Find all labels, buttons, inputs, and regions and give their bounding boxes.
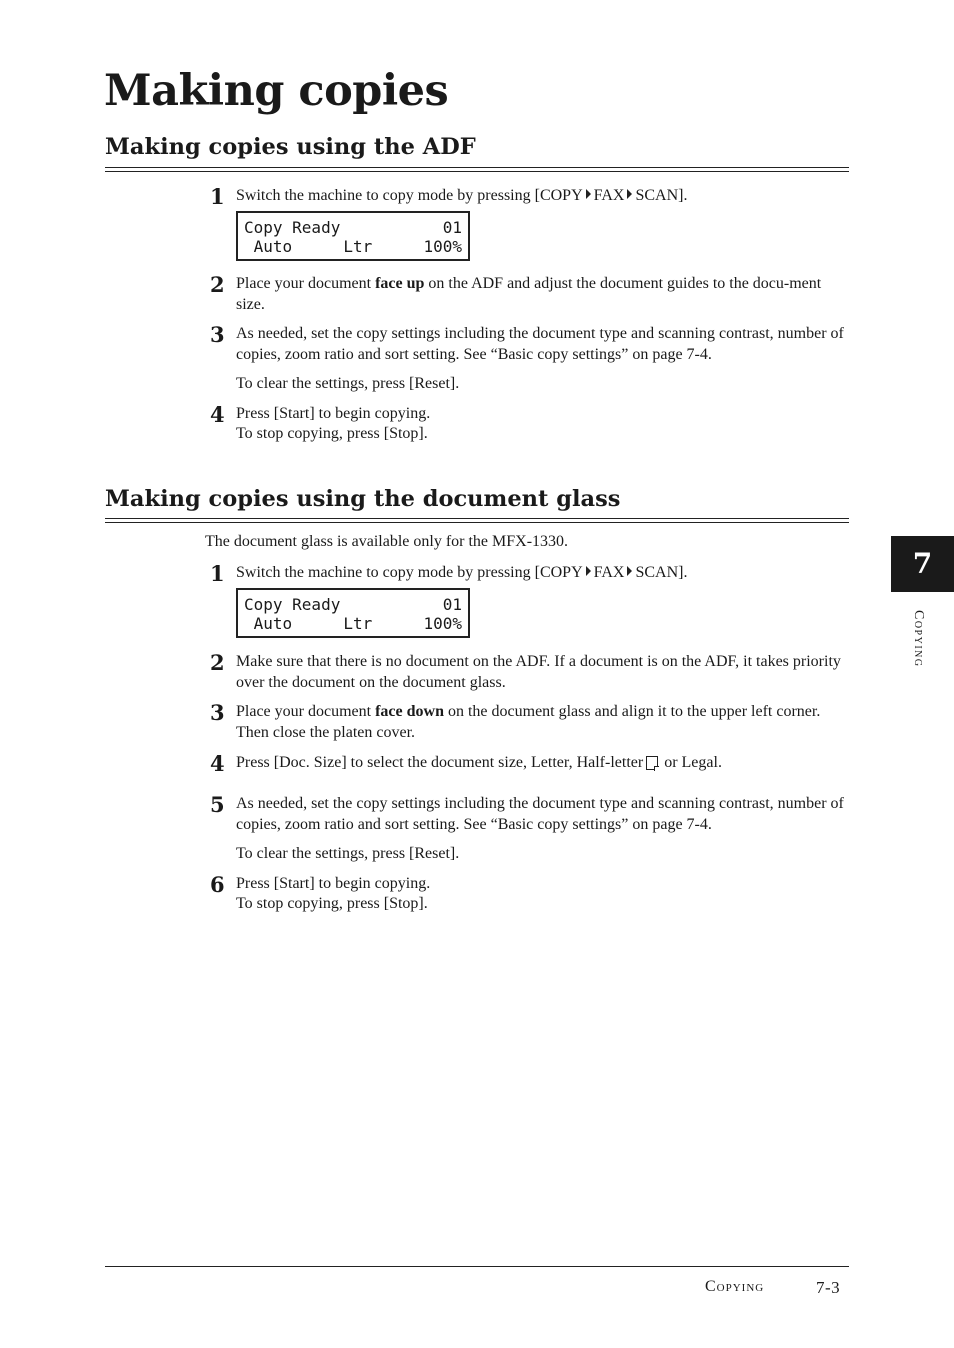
page-title: Making copies bbox=[104, 66, 449, 116]
page-number: 7-3 bbox=[816, 1278, 841, 1297]
step-number: 5 bbox=[210, 792, 225, 817]
triangle-right-icon bbox=[627, 189, 632, 199]
step-note: To clear the settings, press [Reset]. bbox=[236, 845, 460, 862]
triangle-right-icon bbox=[586, 566, 591, 576]
step-text: Press [Start] to begin copying. bbox=[236, 875, 431, 892]
step-number: 1 bbox=[210, 561, 225, 586]
step-text: Place your document face down on the document glass and align it to the upper left corner. Then close the platen cover. bbox=[236, 703, 821, 741]
step-number: 2 bbox=[210, 272, 225, 297]
step-number: 3 bbox=[210, 700, 225, 725]
step-text: To stop copying, press [Stop]. bbox=[236, 425, 428, 442]
footer-rule bbox=[105, 1266, 849, 1267]
step-text: Switch the machine to copy mode by pressing [COPY FAX SCAN]. bbox=[236, 564, 688, 581]
chapter-side-label: Copying bbox=[911, 610, 926, 668]
step-number: 2 bbox=[210, 650, 225, 675]
step-text: Switch the machine to copy mode by pressing [COPY FAX SCAN]. bbox=[236, 187, 688, 204]
step-number: 4 bbox=[210, 402, 225, 427]
section-heading-adf: Making copies using the ADF bbox=[105, 134, 476, 160]
step-text: As needed, set the copy settings including the document type and scanning contrast, number of copies, zoom ratio and sort setting. See “Basic copy settings” on page 7-4. bbox=[236, 325, 844, 363]
step-text: Press [Doc. Size] to select the document size, Letter, Half-letter or Legal. bbox=[236, 754, 722, 771]
section-heading-document-glass: Making copies using the document glass bbox=[105, 486, 621, 512]
step-text: To stop copying, press [Stop]. bbox=[236, 895, 428, 912]
triangle-right-icon bbox=[586, 189, 591, 199]
step-number: 1 bbox=[210, 184, 225, 209]
chapter-tab: 7 bbox=[891, 536, 954, 592]
step-text: Make sure that there is no document on the ADF. If a document is on the ADF, it takes priority over the document on the document glass. bbox=[236, 653, 841, 691]
step-number: 3 bbox=[210, 322, 225, 347]
step-text: As needed, set the copy settings including the document type and scanning contrast, number of copies, zoom ratio and sort setting. See “Basic copy settings” on page 7-4. bbox=[236, 795, 844, 833]
lcd-display: Copy Ready 01 Auto Ltr 100% bbox=[236, 211, 470, 261]
section-rule bbox=[105, 171, 849, 172]
section-rule bbox=[105, 522, 849, 523]
half-letter-document-icon bbox=[646, 756, 658, 770]
lcd-display: Copy Ready 01 Auto Ltr 100% bbox=[236, 588, 470, 638]
footer-chapter-label: Copying bbox=[705, 1278, 765, 1295]
step-text: Press [Start] to begin copying. bbox=[236, 405, 431, 422]
step-number: 6 bbox=[210, 872, 225, 897]
step-number: 4 bbox=[210, 751, 225, 776]
step-text: Place your document face up on the ADF and adjust the document guides to the docu-ment size. bbox=[236, 275, 822, 313]
intro-text: The document glass is available only for the MFX-1330. bbox=[205, 533, 569, 550]
step-note: To clear the settings, press [Reset]. bbox=[236, 375, 460, 392]
section-rule bbox=[105, 167, 849, 168]
section-rule bbox=[105, 518, 849, 519]
triangle-right-icon bbox=[627, 566, 632, 576]
